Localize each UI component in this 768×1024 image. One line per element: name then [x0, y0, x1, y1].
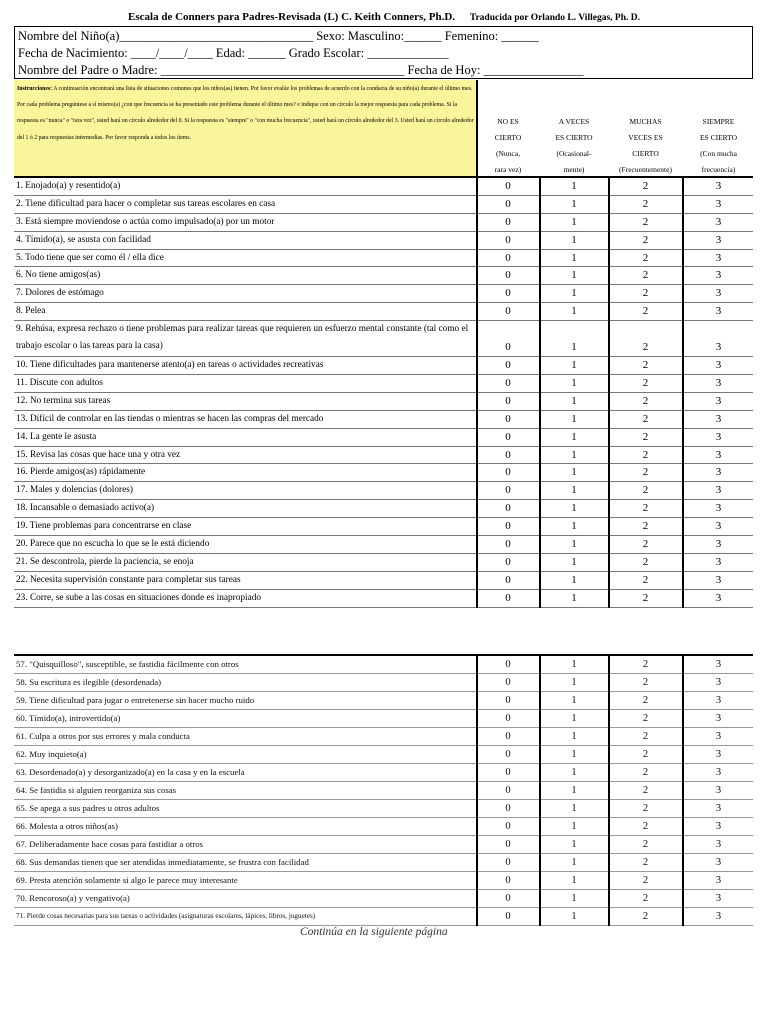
score-option-0[interactable]: 0 [505, 893, 511, 904]
score-option-1[interactable]: 1 [571, 233, 577, 246]
score-option-3[interactable]: 3 [715, 305, 722, 318]
score-option-1[interactable]: 1 [571, 591, 577, 604]
item-row [14, 854, 753, 872]
item-text: 11. Discute con adultos [16, 378, 103, 389]
score-option-0[interactable]: 0 [505, 767, 511, 778]
item-row [14, 196, 753, 214]
item-row [14, 518, 753, 536]
item-row [14, 836, 753, 854]
item-text: 3. Está siempre moviendose o actúa como impulsado(a) por un motor [16, 216, 275, 227]
score-option-3[interactable]: 3 [715, 749, 722, 760]
score-option-3[interactable]: 3 [715, 394, 722, 407]
score-option-1[interactable]: 1 [571, 659, 577, 670]
score-option-3[interactable]: 3 [715, 287, 722, 300]
score-option-1[interactable]: 1 [571, 875, 577, 886]
score-option-3[interactable]: 3 [715, 520, 722, 533]
item-text: 63. Desordenado(a) y desorganizado(a) en la casa y en la escuela [16, 767, 245, 777]
score-option-0[interactable]: 0 [505, 821, 511, 832]
column-divider [539, 178, 541, 608]
score-option-1[interactable]: 1 [571, 713, 577, 724]
score-option-3[interactable]: 3 [715, 695, 722, 706]
score-option-3[interactable]: 3 [715, 502, 722, 515]
score-option-3[interactable]: 3 [715, 555, 722, 568]
score-option-3[interactable]: 3 [715, 251, 722, 264]
column-header-1 [541, 114, 607, 178]
score-option-2[interactable]: 2 [642, 555, 649, 568]
column-header-1-line3: (Ocasional- [556, 149, 592, 158]
item-text: 1. Enojado(a) y resentido(a) [16, 181, 121, 191]
score-option-2[interactable]: 2 [642, 573, 649, 586]
score-option-3[interactable]: 3 [715, 731, 722, 742]
parent-name-line[interactable]: Nombre del Padre o Madre: _______________________________________ Fecha de Hoy: ________________ [18, 63, 584, 77]
score-option-3[interactable]: 3 [715, 839, 722, 850]
item-row [14, 710, 753, 728]
score-option-1[interactable]: 1 [571, 484, 577, 497]
score-option-2[interactable]: 2 [642, 412, 649, 425]
score-option-2[interactable]: 2 [642, 893, 649, 904]
score-option-0[interactable]: 0 [505, 341, 511, 354]
column-divider [608, 656, 610, 926]
item-row [14, 447, 753, 465]
column-header-1-line1: A VECES [558, 117, 590, 126]
item-text: 60. Tímido(a), introvertido(a) [16, 713, 121, 723]
score-option-2[interactable]: 2 [642, 430, 649, 443]
score-option-1[interactable]: 1 [571, 839, 577, 850]
score-option-2[interactable]: 2 [642, 305, 649, 318]
item-text: 21. Se descontrola, pierde la paciencia, se enoja [16, 556, 194, 567]
birthdate-line[interactable]: Fecha de Nacimiento: ____/____/____ Edad: ______ Grado Escolar: _____________ [18, 46, 449, 60]
score-option-0[interactable]: 0 [505, 785, 511, 796]
column-header-2 [610, 114, 681, 178]
score-option-3[interactable]: 3 [715, 215, 722, 228]
column-header-2-line1: MUCHAS [629, 117, 662, 126]
column-divider [476, 178, 478, 608]
item-row [14, 250, 753, 268]
score-option-1[interactable]: 1 [571, 677, 577, 688]
item-text: 10. Tiene dificultades para mantenerse atento(a) en tareas o actividades recreativas [16, 360, 324, 371]
score-option-3[interactable]: 3 [715, 466, 722, 479]
score-option-0[interactable]: 0 [505, 911, 511, 922]
score-option-1[interactable]: 1 [571, 377, 577, 390]
score-option-0[interactable]: 0 [505, 520, 511, 533]
column-header-1-line4: mente) [563, 165, 585, 174]
score-option-0[interactable]: 0 [505, 538, 511, 551]
score-option-2[interactable]: 2 [642, 251, 649, 264]
score-option-0[interactable]: 0 [505, 731, 511, 742]
item-text: 19. Tiene problemas para concentrarse en clase [16, 521, 192, 532]
score-option-3[interactable]: 3 [715, 359, 722, 372]
score-option-0[interactable]: 0 [505, 215, 511, 228]
item-text: 12. No termina sus tareas [16, 395, 111, 406]
child-name-line[interactable]: Nombre del Niño(a)_______________________________ Sexo: Masculino:______ Femenino: ______ [18, 29, 539, 43]
item-text: 6. No tiene amigos(as) [16, 270, 101, 281]
score-option-3[interactable]: 3 [715, 875, 722, 886]
identification-box [14, 26, 753, 79]
score-option-2[interactable]: 2 [642, 591, 649, 604]
item-text: 69. Presta atención solamente si algo le parece muy interesante [16, 875, 238, 885]
score-option-1[interactable]: 1 [571, 287, 577, 300]
column-divider [476, 656, 478, 926]
score-option-3[interactable]: 3 [715, 785, 722, 796]
score-option-2[interactable]: 2 [642, 767, 649, 778]
item-row [14, 464, 753, 482]
score-option-0[interactable]: 0 [505, 430, 511, 443]
item-text: 9. Rehúsa, expresa rechazo o tiene problemas para realizar tareas que requieren un esfuerzo mental constante (tal como el trabajo escolar o las tareas para la casa) [16, 324, 469, 352]
score-option-3[interactable]: 3 [715, 233, 722, 246]
score-option-0[interactable]: 0 [505, 251, 511, 264]
score-option-3[interactable]: 3 [715, 180, 722, 192]
score-option-0[interactable]: 0 [505, 197, 511, 210]
score-option-2[interactable]: 2 [642, 269, 649, 282]
item-text: 57. "Quisquilloso", susceptible, se fastidia fácilmente con otros [16, 659, 239, 669]
item-row [14, 214, 753, 232]
column-header-1-line2: ES CIERTO [555, 133, 593, 142]
score-option-0[interactable]: 0 [505, 875, 511, 886]
score-option-1[interactable]: 1 [571, 785, 577, 796]
item-text: 5. Todo tiene que ser como él / ella dice [16, 252, 164, 263]
score-option-0[interactable]: 0 [505, 233, 511, 246]
score-option-1[interactable]: 1 [571, 251, 577, 264]
item-row [14, 375, 753, 393]
column-header-2-line2: VECES ES [628, 133, 663, 142]
score-option-2[interactable]: 2 [642, 731, 649, 742]
score-option-1[interactable]: 1 [571, 215, 577, 228]
score-option-2[interactable]: 2 [642, 538, 649, 551]
column-header-0 [478, 114, 538, 178]
column-divider [682, 656, 684, 926]
item-text: 15. Revisa las cosas que hace una y otra vez [16, 449, 181, 460]
score-option-0[interactable]: 0 [505, 394, 511, 407]
item-row [14, 782, 753, 800]
score-option-2[interactable]: 2 [642, 359, 649, 372]
score-option-1[interactable]: 1 [571, 749, 577, 760]
column-divider [682, 178, 684, 608]
score-option-2[interactable]: 2 [642, 911, 649, 922]
score-option-2[interactable]: 2 [642, 821, 649, 832]
score-option-1[interactable]: 1 [571, 520, 577, 533]
items-table-part2 [14, 654, 753, 926]
score-option-1[interactable]: 1 [571, 412, 577, 425]
item-row [14, 536, 753, 554]
score-option-2[interactable]: 2 [642, 803, 649, 814]
score-option-1[interactable]: 1 [571, 857, 577, 868]
score-option-1[interactable]: 1 [571, 269, 577, 282]
score-option-0[interactable]: 0 [505, 749, 511, 760]
score-option-3[interactable]: 3 [715, 767, 722, 778]
score-option-3[interactable]: 3 [715, 448, 722, 461]
instructions-text: A continuación encontrará una lista de situaciones comunes que los niños(as) tienen. Por favor evalúe los problemas de acuerdo con la conducta de su niño(a) durante el último mes. Por cada problema pregúntese a sí mismo(a) ¿con que frecuencia se ha presentado este problema durante el último mes? e indique con un círculo la mejor respuesta para cada problema. Si la respuesta es "nunca" o "rara vez", usted hará un círculo alrededor del 0. Si la respuesta es "siempre" o "con mucha frecuencia", usted hará un círculo alrededor del 3. Usted hará un círculo alrededor del 1 ó 2 para respuestas intermedias. Por favor responda a todos los ítems. [17, 86, 474, 141]
score-option-3[interactable]: 3 [715, 677, 722, 688]
score-option-0[interactable]: 0 [505, 377, 511, 390]
score-option-3[interactable]: 3 [715, 484, 722, 497]
score-option-0[interactable]: 0 [505, 287, 511, 300]
column-header-0-line1: NO ES [497, 117, 519, 126]
item-row [14, 800, 753, 818]
score-option-3[interactable]: 3 [715, 911, 722, 922]
item-row [14, 674, 753, 692]
score-option-2[interactable]: 2 [642, 180, 649, 192]
item-row [14, 908, 753, 926]
item-text: 64. Se fastidia si alguien reorganiza sus cosas [16, 785, 177, 795]
score-option-2[interactable]: 2 [642, 377, 649, 390]
item-row [14, 482, 753, 500]
score-option-1[interactable]: 1 [571, 341, 577, 354]
item-row [14, 267, 753, 285]
page-title [0, 11, 768, 23]
item-text: 16. Pierde amigos(as) rápidamente [16, 467, 146, 478]
item-row [14, 656, 753, 674]
item-text: 8. Pelea [16, 306, 46, 317]
score-option-0[interactable]: 0 [505, 180, 511, 192]
score-option-0[interactable]: 0 [505, 269, 511, 282]
score-option-1[interactable]: 1 [571, 448, 577, 461]
item-row [14, 357, 753, 375]
score-option-1[interactable]: 1 [571, 180, 577, 192]
score-option-3[interactable]: 3 [715, 591, 722, 604]
score-option-0[interactable]: 0 [505, 573, 511, 586]
score-option-2[interactable]: 2 [642, 341, 649, 354]
item-row [14, 728, 753, 746]
score-option-0[interactable]: 0 [505, 857, 511, 868]
item-text: 68. Sus demandas tienen que ser atendidas inmediatamente, se frustra con facilidad [16, 857, 309, 867]
column-divider [539, 656, 541, 926]
item-text: 62. Muy inquieto(a) [16, 749, 87, 759]
score-option-2[interactable]: 2 [642, 677, 649, 688]
item-text: 14. La gente le asusta [16, 431, 97, 442]
score-option-0[interactable]: 0 [505, 713, 511, 724]
score-option-3[interactable]: 3 [715, 269, 722, 282]
score-option-1[interactable]: 1 [571, 695, 577, 706]
item-text: 70. Rencoroso(a) y vengativo(a) [16, 893, 130, 903]
item-row [14, 554, 753, 572]
score-option-0[interactable]: 0 [505, 412, 511, 425]
translator-credit: Traducida por Orlando L. Villegas, Ph. D. [469, 13, 640, 23]
item-text: 2. Tiene dificultad para hacer o completar sus tareas escolares en casa [16, 198, 276, 209]
item-text: 4. Tímido(a), se asusta con facilidad [16, 234, 151, 245]
item-text: 66. Molesta a otros niños(as) [16, 821, 118, 831]
item-row [14, 818, 753, 836]
score-option-3[interactable]: 3 [715, 412, 722, 425]
item-row [14, 232, 753, 250]
score-option-0[interactable]: 0 [505, 448, 511, 461]
item-text: 7. Dolores de estómago [16, 288, 104, 299]
item-row [14, 572, 753, 590]
score-option-1[interactable]: 1 [571, 821, 577, 832]
item-row [14, 303, 753, 321]
score-option-2[interactable]: 2 [642, 785, 649, 796]
score-option-3[interactable]: 3 [715, 713, 722, 724]
score-option-1[interactable]: 1 [571, 502, 577, 515]
item-text: 71. Pierde cosas necesarias para sus tareas o actividades (asignaturas escolares, lápices, libros, juguetes) [16, 912, 316, 920]
score-option-0[interactable]: 0 [505, 484, 511, 497]
score-option-1[interactable]: 1 [571, 767, 577, 778]
score-option-3[interactable]: 3 [715, 893, 722, 904]
score-option-2[interactable]: 2 [642, 520, 649, 533]
score-option-1[interactable]: 1 [571, 555, 577, 568]
score-option-3[interactable]: 3 [715, 803, 722, 814]
score-option-0[interactable]: 0 [505, 466, 511, 479]
score-option-3[interactable]: 3 [715, 197, 722, 210]
score-option-3[interactable]: 3 [715, 573, 722, 586]
item-text: 13. Difícil de controlar en las tiendas o mientras se hacen las compras del mercado [16, 413, 324, 424]
item-row [14, 321, 753, 357]
score-option-1[interactable]: 1 [571, 305, 577, 318]
column-header-2-line3: CIERTO [632, 149, 659, 158]
column-header-3 [684, 114, 753, 178]
score-option-2[interactable]: 2 [642, 197, 649, 210]
item-row [14, 178, 753, 196]
score-option-0[interactable]: 0 [505, 659, 511, 670]
score-option-0[interactable]: 0 [505, 305, 511, 318]
column-divider [608, 178, 610, 608]
score-option-0[interactable]: 0 [505, 803, 511, 814]
item-row [14, 692, 753, 710]
continue-note: Continúa en la siguiente página [300, 926, 448, 938]
score-option-2[interactable]: 2 [642, 466, 649, 479]
item-row [14, 285, 753, 303]
instructions-box [14, 80, 477, 178]
score-option-3[interactable]: 3 [715, 430, 722, 443]
item-row [14, 429, 753, 447]
score-option-0[interactable]: 0 [505, 591, 511, 604]
score-option-1[interactable]: 1 [571, 538, 577, 551]
score-option-2[interactable]: 2 [642, 215, 649, 228]
item-row [14, 746, 753, 764]
item-row [14, 393, 753, 411]
score-option-0[interactable]: 0 [505, 677, 511, 688]
score-option-2[interactable]: 2 [642, 394, 649, 407]
item-row [14, 500, 753, 518]
item-text: 23. Corre, se sube a las cosas en situaciones donde es inapropiado [16, 592, 262, 603]
score-option-1[interactable]: 1 [571, 359, 577, 372]
item-text: 59. Tiene dificultad para jugar o entretenerse sin hacer mucho ruido [16, 695, 255, 705]
score-option-1[interactable]: 1 [571, 197, 577, 210]
item-row [14, 764, 753, 782]
score-option-0[interactable]: 0 [505, 359, 511, 372]
score-option-2[interactable]: 2 [642, 875, 649, 886]
score-option-1[interactable]: 1 [571, 466, 577, 479]
item-text: 67. Deliberadamente hace cosas para fastidiar a otros [16, 839, 204, 849]
items-table-part1 [14, 176, 753, 608]
item-row [14, 872, 753, 890]
item-row [14, 411, 753, 429]
score-option-2[interactable]: 2 [642, 233, 649, 246]
score-option-1[interactable]: 1 [571, 911, 577, 922]
score-option-0[interactable]: 0 [505, 839, 511, 850]
score-option-2[interactable]: 2 [642, 749, 649, 760]
column-header-0-line3: (Nunca, [496, 149, 520, 158]
title-text: Escala de Conners para Padres-Revisada (L) C. Keith Conners, Ph.D. [128, 11, 456, 23]
item-row [14, 890, 753, 908]
score-option-3[interactable]: 3 [715, 659, 722, 670]
score-option-2[interactable]: 2 [642, 713, 649, 724]
score-option-0[interactable]: 0 [505, 502, 511, 515]
score-option-1[interactable]: 1 [571, 394, 577, 407]
instructions-label: Instrucciones: [17, 86, 53, 92]
score-option-0[interactable]: 0 [505, 555, 511, 568]
score-option-2[interactable]: 2 [642, 857, 649, 868]
score-option-2[interactable]: 2 [642, 659, 649, 670]
score-option-3[interactable]: 3 [715, 538, 722, 551]
item-text: 18. Incansable o demasiado activo(a) [16, 503, 155, 514]
column-header-3-line1: SIEMPRE [702, 117, 735, 126]
score-option-3[interactable]: 3 [715, 377, 722, 390]
column-header-3-line4: frecuencia) [701, 165, 736, 174]
score-option-0[interactable]: 0 [505, 695, 511, 706]
item-text: 17. Males y dolencias (dolores) [16, 485, 133, 496]
score-option-2[interactable]: 2 [642, 695, 649, 706]
score-option-2[interactable]: 2 [642, 287, 649, 300]
score-option-2[interactable]: 2 [642, 502, 649, 515]
score-option-2[interactable]: 2 [642, 448, 649, 461]
score-option-3[interactable]: 3 [715, 821, 722, 832]
item-text: 22. Necesita supervisión constante para completar sus tareas [16, 574, 241, 585]
score-option-1[interactable]: 1 [571, 731, 577, 742]
score-option-1[interactable]: 1 [571, 893, 577, 904]
column-header-0-line4: rara vez) [494, 165, 522, 174]
score-option-1[interactable]: 1 [571, 573, 577, 586]
column-header-3-line2: ES CIERTO [699, 133, 738, 142]
score-option-1[interactable]: 1 [571, 803, 577, 814]
item-text: 65. Se apega a sus padres u otros adultos [16, 803, 160, 813]
column-header-0-line2: CIERTO [494, 133, 522, 142]
score-option-1[interactable]: 1 [571, 430, 577, 443]
item-text: 20. Parece que no escucha lo que se le está diciendo [16, 539, 210, 550]
item-text: 58. Su escritura es ilegible (desordenada) [16, 677, 162, 687]
score-option-2[interactable]: 2 [642, 484, 649, 497]
header-column-divider [476, 80, 478, 178]
item-text: 61. Culpa a otros por sus errores y mala conducta [16, 731, 190, 741]
item-row [14, 590, 753, 608]
score-option-3[interactable]: 3 [715, 341, 722, 354]
score-option-3[interactable]: 3 [715, 857, 722, 868]
column-header-3-line3: (Con mucha [700, 149, 737, 158]
column-header-2-line4: (Frecuentemente) [619, 165, 672, 174]
score-option-2[interactable]: 2 [642, 839, 649, 850]
